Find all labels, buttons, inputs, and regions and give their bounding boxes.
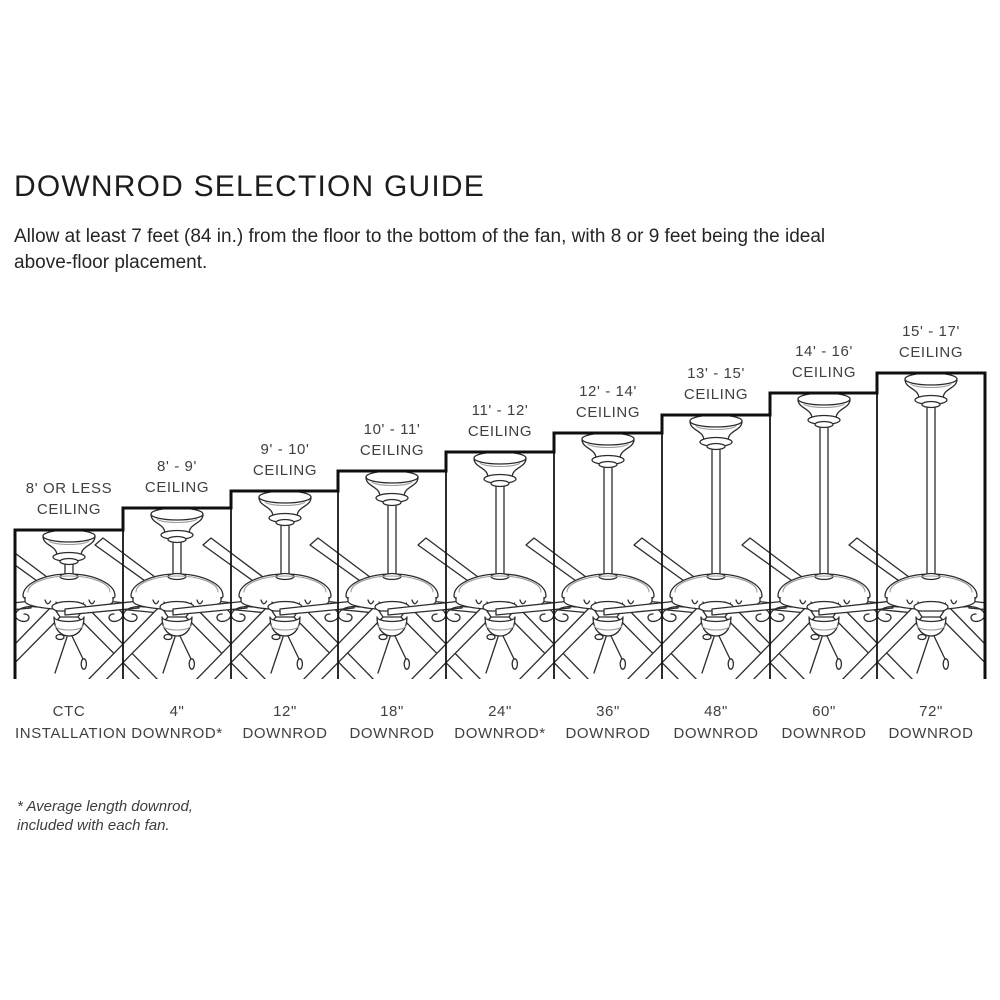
ceiling-word: CEILING: [467, 423, 533, 440]
footnote-line-2: included with each fan.: [17, 817, 170, 834]
fan-column-6: [496, 433, 720, 690]
ceiling-word: CEILING: [36, 501, 102, 518]
downrod-word: DOWNROD*: [454, 725, 546, 742]
ceiling-label-8: [770, 341, 878, 383]
downrod-size: 18": [380, 703, 404, 720]
footnote: [17, 797, 193, 835]
ceiling-range: 12' - 14': [579, 383, 637, 400]
ceiling-word: CEILING: [575, 404, 641, 421]
downrod-word: DOWNROD: [242, 725, 328, 742]
fan-column-3: [173, 491, 397, 690]
downrod-label-9: [877, 701, 985, 745]
fan-column-1: [0, 530, 181, 690]
ceiling-word: CEILING: [144, 479, 210, 496]
fan-column-4: [280, 471, 504, 690]
downrod-word: INSTALLATION: [15, 725, 127, 742]
downrod-size: CTC: [52, 703, 86, 720]
downrod-word: DOWNROD*: [131, 725, 223, 742]
downrod-word: DOWNROD: [565, 725, 651, 742]
downrod-word: DOWNROD: [888, 725, 974, 742]
downrod-size: 12": [273, 703, 297, 720]
ceiling-label-7: [662, 363, 770, 405]
ceiling-label-2: [123, 456, 231, 498]
intro-line-1: Allow at least 7 feet (84 in.) from the floor to the bottom of the fan, with 8 or 9 feet being the ideal: [14, 226, 826, 247]
downrod-label-2: [123, 701, 231, 745]
ceiling-word: CEILING: [252, 462, 318, 479]
fan-column-8: [712, 393, 936, 690]
downrod-size: 36": [596, 703, 620, 720]
downrod-size: 48": [704, 703, 728, 720]
downrod-size: 4": [169, 703, 185, 720]
downrod-size: 24": [488, 703, 512, 720]
page-title: DOWNROD SELECTION GUIDE: [14, 170, 485, 203]
fan-column-2: [65, 508, 289, 690]
downrod-size: 60": [812, 703, 836, 720]
downrod-label-4: [338, 701, 446, 745]
downrod-label-6: [554, 701, 662, 745]
downrod-label-8: [770, 701, 878, 745]
downrod-label-7: [662, 701, 770, 745]
downrod-label-5: [446, 701, 554, 745]
downrod-word: DOWNROD: [781, 725, 867, 742]
ceiling-label-1: [15, 478, 123, 520]
ceiling-range: 10' - 11': [363, 421, 421, 438]
ceiling-label-5: [446, 400, 554, 442]
ceiling-range: 8' OR LESS: [25, 480, 113, 497]
ceiling-label-6: [554, 381, 662, 423]
ceiling-range: 13' - 15': [687, 365, 745, 382]
downrod-word: DOWNROD: [673, 725, 759, 742]
ceiling-range: 8' - 9': [157, 458, 197, 475]
footnote-line-1: * Average length downrod,: [17, 798, 193, 815]
ceiling-range: 9' - 10': [260, 441, 310, 458]
downrod-word: DOWNROD: [349, 725, 435, 742]
downrod-label-3: [231, 701, 339, 745]
ceiling-label-4: [338, 419, 446, 461]
ceiling-label-9: [877, 321, 985, 363]
ceiling-label-3: [231, 439, 339, 481]
downrod-label-1: [15, 701, 127, 745]
ceiling-word: CEILING: [791, 364, 857, 381]
downrod-size: 72": [919, 703, 943, 720]
intro-text: [14, 224, 825, 276]
ceiling-range: 15' - 17': [902, 323, 960, 340]
fan-column-5: [388, 452, 612, 690]
ceiling-word: CEILING: [359, 442, 425, 459]
ceiling-range: 14' - 16': [795, 343, 853, 360]
intro-line-2: above-floor placement.: [14, 252, 208, 273]
ceiling-word: CEILING: [683, 386, 749, 403]
fan-column-7: [604, 415, 828, 690]
ceiling-range: 11' - 12': [471, 402, 529, 419]
ceiling-word: CEILING: [898, 344, 964, 361]
fan-column-9: [819, 373, 1000, 690]
